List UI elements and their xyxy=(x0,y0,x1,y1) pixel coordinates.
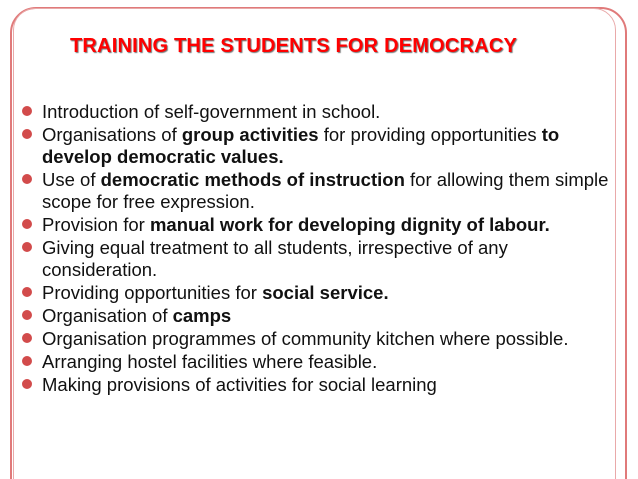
bullet-text-run: Giving equal treatment to all students, irrespective of any consideration. xyxy=(42,237,508,280)
bullet-dot-icon xyxy=(22,106,32,116)
bullet-text-run: Provision for xyxy=(42,214,150,235)
bullet-dot-icon xyxy=(22,129,32,139)
bullet-dot-icon xyxy=(22,310,32,320)
bullet-dot-icon xyxy=(22,333,32,343)
bullet-text-run: Use of xyxy=(42,169,101,190)
bullet-text-run: Organisation of xyxy=(42,305,173,326)
bullet-text xyxy=(42,351,377,372)
bullet-text xyxy=(42,374,437,395)
bullet-text xyxy=(42,214,550,235)
bullet-item xyxy=(22,124,612,168)
bullet-item xyxy=(22,214,612,236)
bullet-text-run: Organisations of xyxy=(42,124,182,145)
bullet-text-bold: camps xyxy=(172,305,232,326)
bullet-item xyxy=(22,305,612,327)
bullet-dot-icon xyxy=(22,356,32,366)
bullet-item xyxy=(22,282,612,304)
bullet-text-run: Introduction of self-government in school. xyxy=(42,101,381,122)
bullet-item xyxy=(22,101,612,123)
bullet-item xyxy=(22,169,612,213)
bullet-item xyxy=(22,351,612,373)
bullet-text-bold: group activities xyxy=(181,124,319,145)
bullet-text-run: Making provisions of activities for social learning xyxy=(42,374,437,395)
bullet-text-run: Arranging hostel facilities where feasible. xyxy=(42,351,378,372)
bullet-item xyxy=(22,237,612,281)
bullet-dot-icon xyxy=(22,287,32,297)
bullet-text-bold: manual work for developing dignity of labour. xyxy=(149,214,550,235)
bullet-text-bold: social service. xyxy=(262,282,389,303)
bullet-text-run: Providing opportunities for xyxy=(42,282,263,303)
bullet-text xyxy=(42,237,508,280)
bullet-text xyxy=(42,305,231,326)
bullet-item xyxy=(22,328,612,350)
bullet-dot-icon xyxy=(22,174,32,184)
bullet-text xyxy=(42,124,559,167)
bullet-list xyxy=(22,101,612,397)
bullet-text xyxy=(42,101,380,122)
bullet-text-run: Organisation programmes of community kitchen where possible. xyxy=(42,328,569,349)
bullet-text xyxy=(42,282,389,303)
slide-title: TRAINING THE STUDENTS FOR DEMOCRACY xyxy=(70,35,517,57)
bullet-item xyxy=(22,374,612,396)
bullet-dot-icon xyxy=(22,379,32,389)
bullet-text xyxy=(42,328,568,349)
bullet-text-run: for allowing them simple scope for free expression. xyxy=(42,169,609,212)
bullet-text xyxy=(42,169,608,212)
bullet-text-bold: to develop democratic values. xyxy=(42,124,560,167)
bullet-dot-icon xyxy=(22,219,32,229)
bullet-dot-icon xyxy=(22,242,32,252)
bullet-text-bold: democratic methods of instruction xyxy=(100,169,405,190)
bullet-text-run: for providing opportunities xyxy=(318,124,542,145)
